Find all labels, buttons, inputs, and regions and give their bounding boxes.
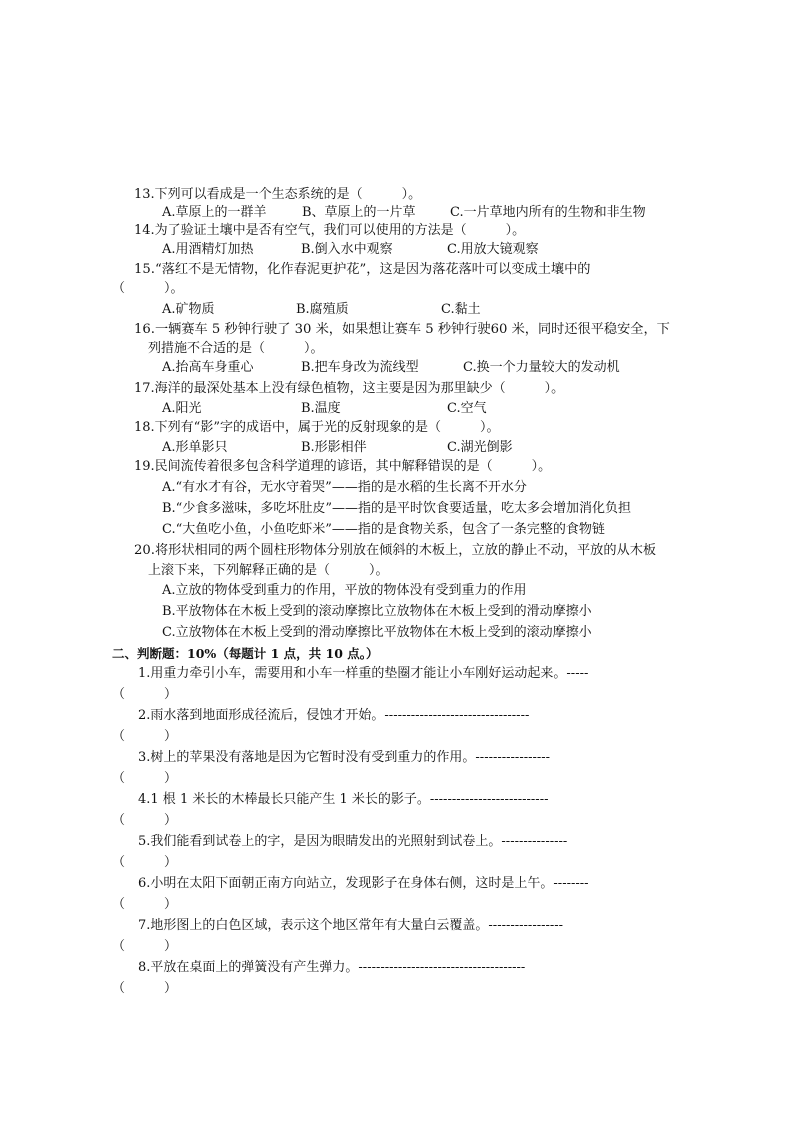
judge-5-text: 5.我们能看到试卷上的字，是因为眼睛发出的光照射到试卷上。---------------	[138, 834, 568, 849]
q15-stem-continued: （ ）。	[112, 281, 184, 296]
judge-1-text: 1.用重力牵引小车，需要用和小车一样重的垫圈才能让小车刚好运动起来。-----	[138, 666, 589, 681]
q17-options	[162, 400, 487, 418]
q18-option-b[interactable]: B.形影相伴	[301, 440, 367, 455]
judge-7-text: 7.地形图上的白色区域，表示这个地区常年有大量白云覆盖。-----------------	[138, 918, 564, 933]
judge-7-answer[interactable]: （ ）	[112, 939, 178, 954]
q15-stem: 15.“落红不是无情物，化作春泥更护花”，这是因为落花落叶可以变成土壤中的	[134, 262, 591, 277]
q15-options	[162, 301, 481, 319]
judge-5-answer[interactable]: （ ）	[112, 855, 178, 870]
q18-stem: 18.下列有“影”字的成语中，属于光的反射现象的是（ ）。	[134, 420, 500, 435]
q20-stem-continued: 上滚下来，下列解释正确的是（ ）。	[148, 563, 389, 578]
q20-option-c[interactable]: C.立放物体在木板上受到的滑动摩擦比平放物体在木板上受到的滚动摩擦小	[162, 625, 592, 640]
q13-option-c[interactable]: C.一片草地内所有的生物和非生物	[450, 205, 646, 220]
q13-option-a[interactable]: A.草原上的一群羊	[162, 205, 267, 220]
q20-option-a[interactable]: A.立放的物体受到重力的作用，平放的物体没有受到重力的作用	[162, 583, 527, 598]
judge-8-answer[interactable]: （ ）	[112, 981, 178, 996]
q15-option-a[interactable]: A.矿物质	[162, 302, 215, 317]
q15-option-c[interactable]: C.黏土	[441, 302, 481, 317]
q14-option-b[interactable]: B.倒入水中观察	[301, 242, 393, 257]
q13-stem: 13.下列可以看成是一个生态系统的是（ ）。	[134, 187, 422, 202]
judge-4-text: 4.1 根 1 米长的木棒最长只能产生 1 米长的影子。---------------------------	[138, 792, 549, 807]
judge-3-answer[interactable]: （ ）	[112, 771, 178, 786]
judge-3-text: 3.树上的苹果没有落地是因为它暂时没有受到重力的作用。-----------------	[138, 750, 551, 765]
q16-stem-continued: 列措施不合适的是（ ）。	[148, 341, 324, 356]
q13-options	[162, 204, 646, 222]
q20-option-b[interactable]: B.平放物体在木板上受到的滚动摩擦比立放物体在木板上受到的滑动摩擦小	[162, 604, 592, 619]
q19-option-b[interactable]: B.“少食多滋味，多吃坏肚皮”——指的是平时饮食要适量，吃太多会增加消化负担	[162, 501, 631, 516]
judge-2-answer[interactable]: （ ）	[112, 729, 178, 744]
q14-option-c[interactable]: C.用放大镜观察	[447, 242, 539, 257]
q14-option-a[interactable]: A.用酒精灯加热	[162, 242, 254, 257]
q16-stem: 16.一辆赛车 5 秒钟行驶了 30 米，如果想让赛车 5 秒钟行驶60 米，同时还很平稳安全，下	[134, 322, 670, 337]
judge-8-text: 8.平放在桌面上的弹簧没有产生弹力。--------------------------------------	[138, 960, 526, 975]
q19-option-c[interactable]: C.“大鱼吃小鱼，小鱼吃虾米”——指的是食物关系，包含了一条完整的食物链	[162, 522, 605, 537]
q15-option-b[interactable]: B.腐殖质	[296, 302, 349, 317]
q16-option-c[interactable]: C.换一个力量较大的发动机	[463, 360, 620, 375]
q16-option-b[interactable]: B.把车身改为流线型	[301, 360, 419, 375]
q17-stem: 17.海洋的最深处基本上没有绿色植物，这主要是因为那里缺少（ ）。	[134, 381, 565, 396]
q19-stem: 19.民间流传着很多包含科学道理的谚语，其中解释错误的是（ ）。	[134, 459, 552, 474]
judge-2-text: 2.雨水落到地面形成径流后，侵蚀才开始。---------------------------------	[138, 708, 530, 723]
q17-option-a[interactable]: A.阳光	[162, 401, 202, 416]
q13-option-b[interactable]: B、草原上的一片草	[302, 205, 416, 220]
q17-option-b[interactable]: B.温度	[301, 401, 341, 416]
judge-6-answer[interactable]: （ ）	[112, 897, 178, 912]
q14-stem: 14.为了验证土壤中是否有空气，我们可以使用的方法是（ ）。	[134, 223, 526, 238]
q18-options	[162, 439, 513, 457]
q17-option-c[interactable]: C.空气	[447, 401, 487, 416]
q20-stem: 20.将形状相同的两个圆柱形物体分别放在倾斜的木板上，立放的静止不动，平放的从木板	[134, 543, 657, 558]
q18-option-c[interactable]: C.湖光倒影	[447, 440, 513, 455]
q18-option-a[interactable]: A.形单影只	[162, 440, 228, 455]
q16-options	[162, 359, 620, 377]
q14-options	[162, 241, 539, 259]
q16-option-a[interactable]: A.抬高车身重心	[162, 360, 254, 375]
judge-1-answer[interactable]: （ ）	[112, 687, 178, 702]
judge-4-answer[interactable]: （ ）	[112, 813, 178, 828]
q19-option-a[interactable]: A.“有水才有谷，无水守着哭”——指的是水稻的生长离不开水分	[162, 480, 527, 495]
judge-6-text: 6.小明在太阳下面朝正南方向站立，发现影子在身体右侧，这时是上午。--------	[138, 876, 589, 891]
section-2-title: 二、判断题：10%（每题计 1 点，共 10 点。）	[112, 646, 379, 661]
